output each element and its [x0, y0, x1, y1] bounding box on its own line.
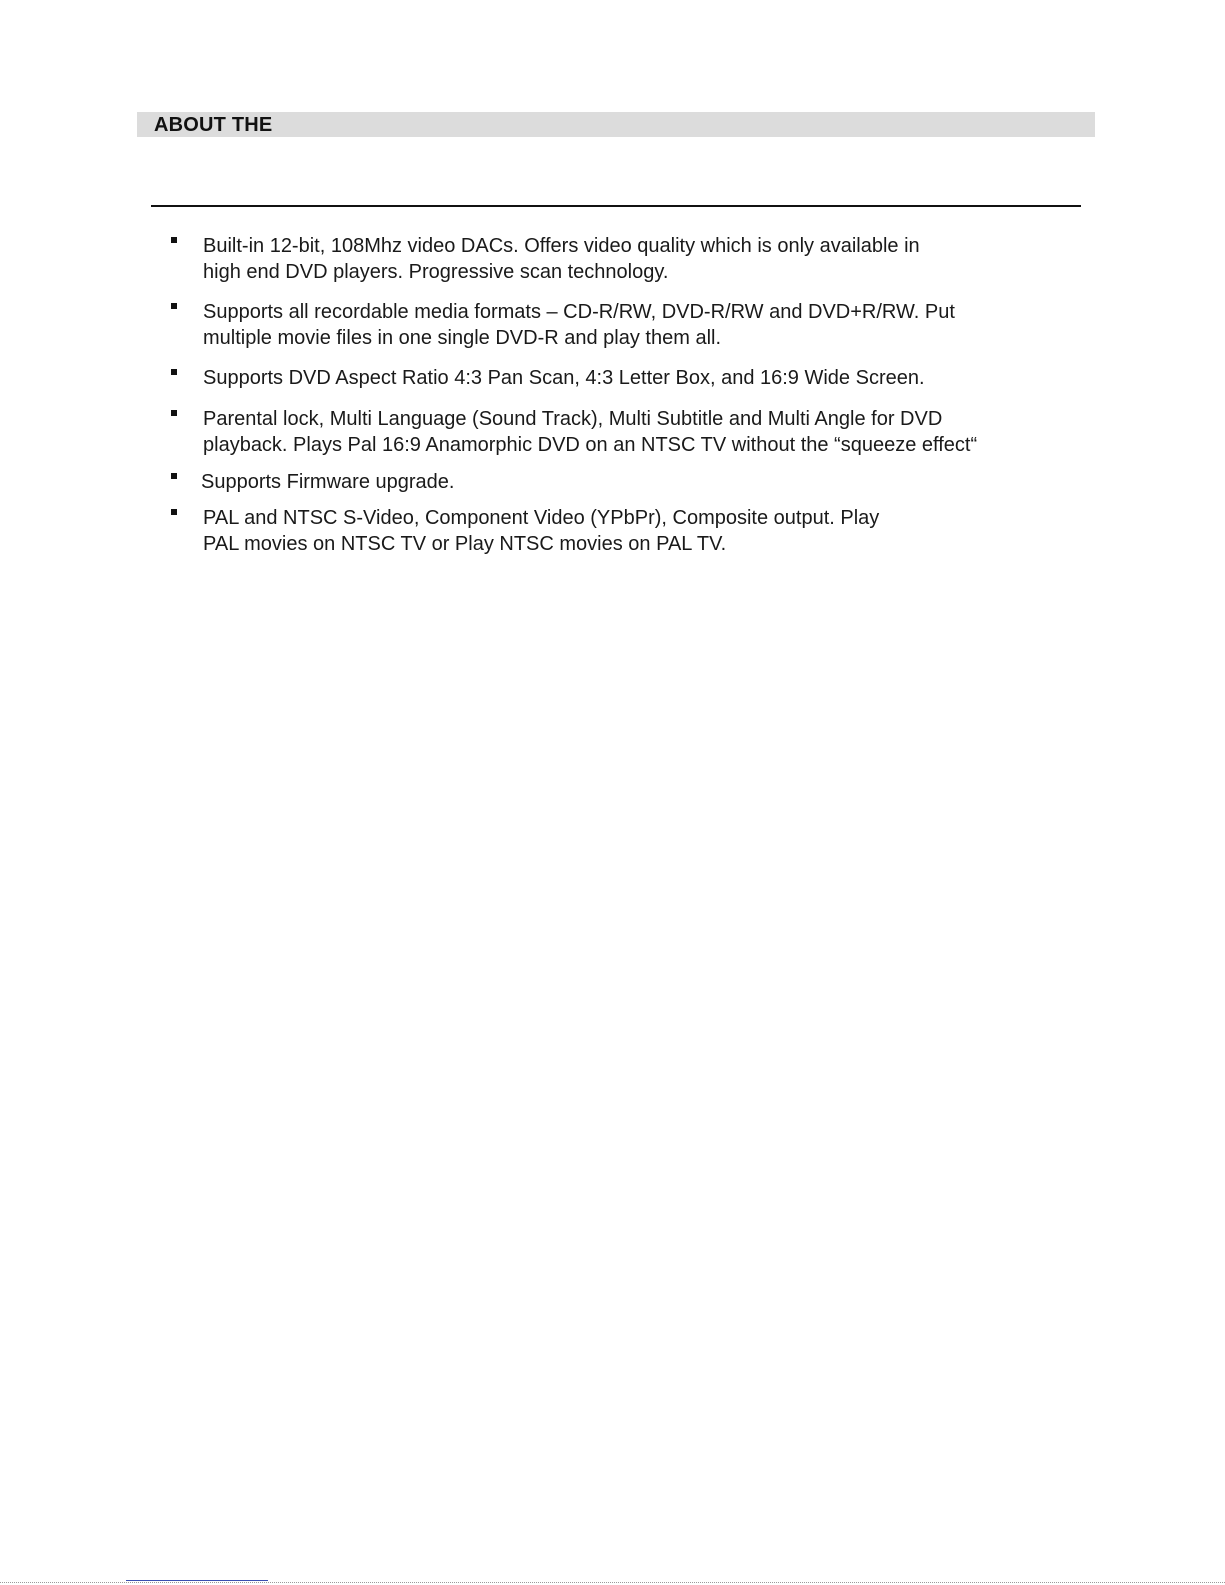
page-bottom-link-underline	[126, 1580, 268, 1581]
list-item-line: PAL and NTSC S-Video, Component Video (YPbPr), Composite output. Play	[203, 507, 880, 529]
list-item	[170, 505, 1070, 557]
header-divider	[151, 205, 1081, 207]
feature-list	[170, 233, 1070, 557]
square-bullet-icon	[171, 410, 177, 416]
square-bullet-icon	[171, 303, 177, 309]
list-item	[170, 469, 1070, 495]
list-item	[170, 299, 1070, 351]
list-item-line: high end DVD players. Progressive scan technology.	[203, 261, 669, 283]
square-bullet-icon	[171, 473, 177, 479]
list-item-line: Supports all recordable media formats – CD-R/RW, DVD-R/RW and DVD+R/RW. Put	[203, 301, 955, 323]
square-bullet-icon	[171, 237, 177, 243]
list-item-line: multiple movie files in one single DVD-R and play them all.	[203, 327, 722, 349]
list-item-line: Built-in 12-bit, 108Mhz video DACs. Offers video quality which is only available in	[203, 235, 920, 257]
list-item	[170, 233, 1070, 285]
section-title: ABOUT THE	[154, 114, 273, 136]
list-item-line: Parental lock, Multi Language (Sound Track), Multi Subtitle and Multi Angle for DVD	[203, 408, 943, 430]
list-item-line: Supports Firmware upgrade.	[201, 471, 455, 493]
page-bottom-dotted-rule	[0, 1582, 1225, 1583]
list-item-line: playback. Plays Pal 16:9 Anamorphic DVD on an NTSC TV without the “squeeze effect“	[203, 434, 978, 456]
square-bullet-icon	[171, 369, 177, 375]
list-item-line: Supports DVD Aspect Ratio 4:3 Pan Scan, 4:3 Letter Box, and 16:9 Wide Screen.	[203, 367, 925, 389]
section-header	[137, 112, 1095, 137]
square-bullet-icon	[171, 509, 177, 515]
list-item	[170, 406, 1070, 458]
list-item-line: PAL movies on NTSC TV or Play NTSC movies on PAL TV.	[203, 533, 727, 555]
list-item	[170, 365, 1070, 391]
